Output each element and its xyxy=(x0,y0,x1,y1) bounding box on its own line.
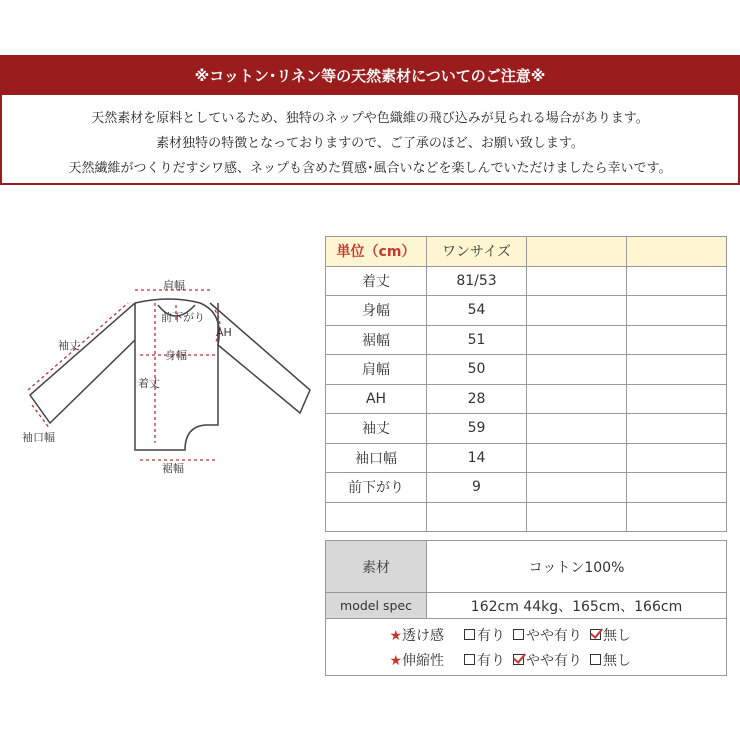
measure-value xyxy=(527,325,627,355)
model-spec-value: 162cm 44kg、165cm、166cm xyxy=(427,593,727,619)
option-none: 無し xyxy=(590,650,631,670)
measure-value xyxy=(627,502,727,532)
cuff-width-label: 袖口幅 xyxy=(22,431,55,444)
hem-width-label: 裾幅 xyxy=(162,462,184,475)
checkbox-icon xyxy=(590,654,601,665)
garment-measurement-diagram xyxy=(10,265,320,485)
measure-value xyxy=(627,414,727,444)
checkbox-icon xyxy=(513,629,524,640)
measure-name: 肩幅 xyxy=(326,355,427,385)
attributes-row xyxy=(326,619,727,676)
star-icon: ★ xyxy=(389,627,402,644)
size-header xyxy=(527,237,627,267)
material-row xyxy=(326,541,727,593)
transparency-label: 透け感 xyxy=(402,627,444,644)
material-label: 素材 xyxy=(326,541,427,593)
option-somewhat: やや有り xyxy=(513,650,582,670)
measure-value xyxy=(627,266,727,296)
measure-name: 前下がり xyxy=(326,473,427,503)
model-spec-label: model spec xyxy=(326,593,427,619)
measure-value xyxy=(527,414,627,444)
measure-value: 54 xyxy=(427,296,527,326)
measure-value xyxy=(627,355,727,385)
measure-name: 着丈 xyxy=(326,266,427,296)
measure-value: 51 xyxy=(427,325,527,355)
table-row xyxy=(326,266,727,296)
measure-name: 裾幅 xyxy=(326,325,427,355)
measure-value xyxy=(427,502,527,532)
checkbox-icon xyxy=(464,654,475,665)
table-row xyxy=(326,473,727,503)
measure-value xyxy=(527,443,627,473)
measure-value xyxy=(527,502,627,532)
measure-value xyxy=(627,384,727,414)
table-row xyxy=(326,296,727,326)
measure-value: 50 xyxy=(427,355,527,385)
front-drop-label: 前下がり xyxy=(161,311,205,324)
fabric-notice-box xyxy=(0,55,740,185)
measure-value xyxy=(527,355,627,385)
measure-value xyxy=(527,296,627,326)
spec-table xyxy=(325,540,727,676)
option-somewhat: やや有り xyxy=(513,625,582,645)
sleeve-length-label: 袖丈 xyxy=(58,339,80,352)
shoulder-label: 肩幅 xyxy=(163,279,185,292)
notice-line: 天然素材を原料としているため、独特のネップや色織維の飛び込みが見られる場合があります。 xyxy=(91,111,649,126)
measure-name: 袖丈 xyxy=(326,414,427,444)
table-row xyxy=(326,384,727,414)
measure-value xyxy=(527,384,627,414)
measure-value: 28 xyxy=(427,384,527,414)
ah-label: AH xyxy=(216,326,232,339)
body-width-label: 身幅 xyxy=(165,349,187,362)
table-row xyxy=(326,443,727,473)
star-icon: ★ xyxy=(389,652,402,669)
measure-name xyxy=(326,502,427,532)
measure-value: 59 xyxy=(427,414,527,444)
measure-name: 袖口幅 xyxy=(326,443,427,473)
notice-title: ※コットン･リネン等の天然素材についてのご注意※ xyxy=(2,57,738,95)
material-value: コットン100% xyxy=(427,541,727,593)
unit-header: 単位（cm） xyxy=(326,237,427,267)
option-none: 無し xyxy=(590,625,631,645)
option-yes: 有り xyxy=(464,650,505,670)
measure-name: 身幅 xyxy=(326,296,427,326)
checkbox-icon xyxy=(464,629,475,640)
measure-value: 9 xyxy=(427,473,527,503)
stretch-label: 伸縮性 xyxy=(402,652,444,669)
table-row xyxy=(326,414,727,444)
measure-value: 81/53 xyxy=(427,266,527,296)
size-table xyxy=(325,236,727,532)
checked-checkbox-icon xyxy=(513,654,524,665)
measure-value xyxy=(527,266,627,296)
stretch-row xyxy=(326,647,726,672)
table-row xyxy=(326,355,727,385)
measure-name: AH xyxy=(326,384,427,414)
measure-value xyxy=(527,473,627,503)
transparency-row xyxy=(326,622,726,647)
size-table-header xyxy=(326,237,727,267)
size-header: ワンサイズ xyxy=(427,237,527,267)
measure-value xyxy=(627,325,727,355)
option-yes: 有り xyxy=(464,625,505,645)
table-row xyxy=(326,502,727,532)
measure-value: 14 xyxy=(427,443,527,473)
attributes-cell xyxy=(326,619,727,676)
measure-value xyxy=(627,443,727,473)
measure-value xyxy=(627,473,727,503)
notice-line: 天然繊維がつくりだすシワ感、ネップも含めた質感･風合いなどを楽しんでいただけましたら幸いです。 xyxy=(68,161,672,176)
length-label: 着丈 xyxy=(138,377,160,390)
checked-checkbox-icon xyxy=(590,629,601,640)
measure-value xyxy=(627,296,727,326)
size-header xyxy=(627,237,727,267)
table-row xyxy=(326,325,727,355)
notice-line: 素材独特の特徴となっておりますので、ご了承のほど、お願い致します。 xyxy=(156,136,584,151)
model-spec-row xyxy=(326,593,727,619)
